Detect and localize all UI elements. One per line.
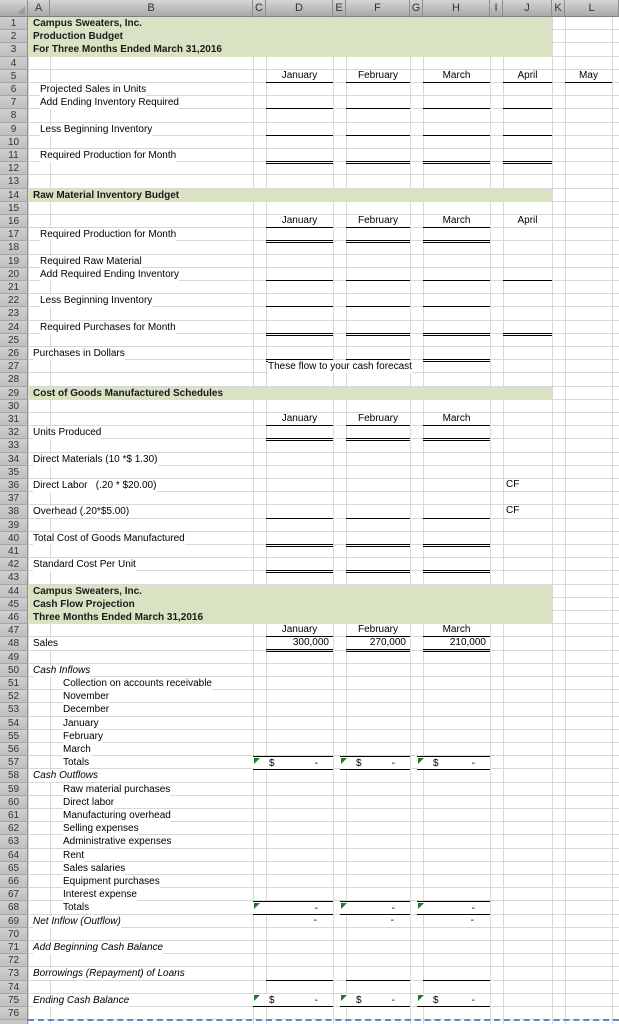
cell-label-row-73[interactable]: Borrowings (Repayment) of Loans — [33, 968, 185, 980]
cell-label-row-29[interactable]: Cost of Goods Manufactured Schedules — [33, 387, 224, 399]
cell-label-row-1[interactable]: Campus Sweaters, Inc. — [33, 18, 142, 29]
cell-label-row-22[interactable]: Less Beginning Inventory — [40, 295, 153, 307]
cell-F48[interactable]: 270,000 — [346, 637, 410, 652]
row-header-44[interactable]: 44 — [0, 585, 28, 598]
cell-J36[interactable]: CF — [506, 479, 520, 490]
gridline-horizontal — [28, 861, 619, 862]
cell-D38[interactable] — [266, 505, 333, 518]
cell-D24[interactable] — [266, 321, 333, 336]
row-header-26[interactable]: 26 — [0, 347, 28, 360]
gridline-vertical — [565, 17, 566, 1024]
row-header-75[interactable]: 75 — [0, 994, 28, 1007]
cell-label-row-71[interactable]: Add Beginning Cash Balance — [33, 942, 164, 953]
row-header-11[interactable]: 11 — [0, 149, 28, 162]
cell-L5[interactable]: May — [565, 70, 612, 83]
cell-H22[interactable] — [423, 294, 490, 307]
gridline-vertical — [423, 17, 424, 1024]
row-header-29[interactable]: 29 — [0, 387, 28, 400]
row-header-76[interactable]: 76 — [0, 1007, 28, 1020]
cell-label-row-65[interactable]: Sales salaries — [63, 862, 126, 874]
error-indicator-icon — [418, 903, 424, 909]
cell-label-row-46[interactable]: Three Months Ended March 31,2016 — [33, 612, 204, 623]
row-header-39[interactable]: 39 — [0, 519, 28, 532]
cell-F7[interactable] — [346, 96, 410, 109]
cell-H38[interactable] — [423, 505, 490, 518]
gridline-horizontal — [28, 808, 619, 809]
row-header-42[interactable]: 42 — [0, 558, 28, 571]
row-header-15[interactable]: 15 — [0, 202, 28, 215]
cell-value: - — [471, 758, 475, 770]
column-header-E[interactable]: E — [333, 0, 346, 17]
error-indicator-icon — [254, 903, 260, 909]
row-header-60[interactable]: 60 — [0, 796, 28, 809]
cell-label-row-61[interactable]: Manufacturing overhead — [63, 810, 171, 821]
row-header-32[interactable]: 32 — [0, 426, 28, 439]
cell-H5[interactable]: March — [423, 70, 490, 83]
cell-label-row-40[interactable]: Total Cost of Goods Manufactured — [33, 532, 185, 544]
cell-label-row-52[interactable]: November — [63, 691, 110, 703]
row-header-33[interactable]: 33 — [0, 439, 28, 452]
gridline-vertical — [410, 17, 411, 1024]
cell-D11[interactable] — [266, 149, 333, 164]
cell-total-box-row-68[interactable] — [340, 901, 410, 915]
column-header-B[interactable]: B — [50, 0, 253, 17]
row-header-50[interactable]: 50 — [0, 664, 28, 677]
gridline-horizontal — [28, 782, 619, 783]
cell-value: - — [391, 994, 395, 1006]
cell-label-row-75[interactable]: Ending Cash Balance — [33, 994, 130, 1006]
row-header-22[interactable]: 22 — [0, 294, 28, 307]
cell-note[interactable]: These flow to your cash forecast — [268, 361, 412, 373]
cell-H11[interactable] — [423, 149, 490, 164]
row-header-35[interactable]: 35 — [0, 466, 28, 479]
error-indicator-icon — [418, 758, 424, 764]
cell-J16[interactable]: April — [517, 215, 538, 226]
cell-F9[interactable] — [346, 123, 410, 136]
row-header-72[interactable]: 72 — [0, 954, 28, 967]
cell-D69[interactable]: - — [313, 914, 317, 926]
cell-J9[interactable] — [503, 123, 552, 136]
error-indicator-icon — [341, 758, 347, 764]
row-header-10[interactable]: 10 — [0, 136, 28, 149]
row-header-47[interactable]: 47 — [0, 624, 28, 637]
cell-F22[interactable] — [346, 294, 410, 307]
cell-H26[interactable] — [423, 347, 490, 362]
cell-F20[interactable] — [346, 268, 410, 281]
row-header-59[interactable]: 59 — [0, 783, 28, 796]
column-header-I[interactable]: I — [490, 0, 503, 17]
currency-symbol: $ — [433, 994, 439, 1006]
cell-value: - — [314, 903, 318, 915]
row-header-63[interactable]: 63 — [0, 835, 28, 848]
cell-D31[interactable]: January — [266, 413, 333, 426]
cell-label-row-53[interactable]: December — [63, 704, 110, 716]
select-all-corner[interactable] — [0, 0, 28, 17]
row-header-28[interactable]: 28 — [0, 373, 28, 386]
row-header-46[interactable]: 46 — [0, 611, 28, 624]
row-header-17[interactable]: 17 — [0, 228, 28, 241]
row-header-6[interactable]: 6 — [0, 83, 28, 96]
row-header-4[interactable]: 4 — [0, 57, 28, 70]
cell-label-row-6[interactable]: Projected Sales in Units — [40, 84, 147, 95]
cell-label-row-69[interactable]: Net Inflow (Outflow) — [33, 915, 121, 927]
cell-label-row-67[interactable]: Interest expense — [63, 889, 137, 901]
error-indicator-icon — [254, 758, 260, 764]
cell-label-row-63[interactable]: Administrative expenses — [63, 836, 172, 848]
cell-total-box-row-68[interactable] — [253, 901, 333, 915]
gridline-vertical — [490, 17, 491, 1024]
cell-label-row-26[interactable]: Purchases in Dollars — [33, 348, 125, 359]
cell-J20[interactable] — [503, 268, 552, 281]
row-header-40[interactable]: 40 — [0, 532, 28, 545]
cell-F42[interactable] — [346, 558, 410, 573]
cell-value: - — [471, 994, 475, 1006]
row-header-67[interactable]: 67 — [0, 888, 28, 901]
row-header-71[interactable]: 71 — [0, 941, 28, 954]
cell-J38[interactable]: CF — [506, 505, 520, 517]
page-break-line — [28, 1019, 619, 1021]
row-header-56[interactable]: 56 — [0, 743, 28, 756]
gridline-vertical — [612, 17, 613, 1024]
cell-label-row-59[interactable]: Raw material purchases — [63, 783, 171, 795]
row-header-52[interactable]: 52 — [0, 690, 28, 703]
row-header-27[interactable]: 27 — [0, 360, 28, 373]
cell-label-row-54[interactable]: January — [63, 717, 99, 729]
row-header-31[interactable]: 31 — [0, 413, 28, 426]
cell-total-box-row-57[interactable] — [417, 756, 490, 770]
row-header-69[interactable]: 69 — [0, 915, 28, 928]
row-header-70[interactable]: 70 — [0, 928, 28, 941]
cell-F32[interactable] — [346, 426, 410, 441]
row-header-37[interactable]: 37 — [0, 492, 28, 505]
row-header-65[interactable]: 65 — [0, 862, 28, 875]
cell-label-row-7[interactable]: Add Ending Inventory Required — [40, 97, 179, 109]
row-header-48[interactable]: 48 — [0, 637, 28, 650]
gridline-horizontal — [28, 716, 619, 717]
cell-value: - — [314, 758, 318, 770]
gridline-vertical — [28, 17, 29, 1024]
cell-F24[interactable] — [346, 321, 410, 336]
row-header-62[interactable]: 62 — [0, 822, 28, 835]
cell-D9[interactable] — [266, 123, 333, 136]
cell-label-row-58[interactable]: Cash Outflows — [33, 770, 99, 782]
cell-D17[interactable] — [266, 228, 333, 243]
error-indicator-icon — [341, 903, 347, 909]
row-header-43[interactable]: 43 — [0, 571, 28, 584]
cell-label-row-14[interactable]: Raw Material Inventory Budget — [33, 189, 180, 201]
cell-H40[interactable] — [423, 532, 490, 547]
cell-H47[interactable]: March — [423, 624, 490, 637]
cell-label-row-44[interactable]: Campus Sweaters, Inc. — [33, 585, 142, 597]
cell-D7[interactable] — [266, 96, 333, 109]
cell-label-row-20[interactable]: Add Required Ending Inventory — [40, 268, 179, 280]
cell-label-row-51[interactable]: Collection on accounts receivable — [63, 678, 212, 689]
column-header-K[interactable]: K — [552, 0, 565, 17]
row-header-74[interactable]: 74 — [0, 981, 28, 994]
cell-F40[interactable] — [346, 532, 410, 547]
cell-J24[interactable] — [503, 321, 552, 336]
cell-H31[interactable]: March — [423, 413, 490, 426]
cell-H7[interactable] — [423, 96, 490, 109]
cell-D5[interactable]: January — [266, 70, 333, 83]
currency-symbol: $ — [269, 758, 275, 770]
error-indicator-icon — [418, 995, 424, 1001]
row-header-14[interactable]: 14 — [0, 189, 28, 202]
cell-label-row-60[interactable]: Direct labor — [63, 796, 115, 808]
cell-label-row-64[interactable]: Rent — [63, 849, 85, 861]
row-header-3[interactable]: 3 — [0, 43, 28, 56]
gridline-horizontal — [28, 452, 619, 453]
row-header-1[interactable]: 1 — [0, 17, 28, 30]
row-header-30[interactable]: 30 — [0, 400, 28, 413]
cell-label-row-19[interactable]: Required Raw Material — [40, 255, 142, 267]
cell-H9[interactable] — [423, 123, 490, 136]
row-header-53[interactable]: 53 — [0, 703, 28, 716]
cell-total-box-row-57[interactable] — [253, 756, 333, 770]
cell-label-row-36[interactable]: Direct Labor (.20 * $20.00) — [33, 480, 157, 491]
row-header-38[interactable]: 38 — [0, 505, 28, 518]
cell-label-row-45[interactable]: Cash Flow Projection — [33, 598, 135, 610]
row-header-16[interactable]: 16 — [0, 215, 28, 228]
cell-label-row-57[interactable]: Totals — [63, 757, 90, 769]
row-header-2[interactable]: 2 — [0, 30, 28, 43]
gridline-horizontal — [28, 676, 619, 677]
gridline-vertical — [253, 17, 254, 1024]
gridline-horizontal — [28, 174, 619, 175]
cell-F26[interactable] — [346, 347, 410, 362]
cell-F47[interactable]: February — [346, 624, 410, 637]
row-header-19[interactable]: 19 — [0, 255, 28, 268]
cell-label-row-38[interactable]: Overhead (.20*$5.00) — [33, 506, 130, 518]
gridline-horizontal — [28, 729, 619, 730]
cell-D47[interactable]: January — [266, 624, 333, 637]
column-header-G[interactable]: G — [410, 0, 423, 17]
row-header-66[interactable]: 66 — [0, 875, 28, 888]
select-all-corner-icon — [17, 6, 25, 14]
gridline-vertical — [552, 17, 553, 1024]
cell-label-row-50[interactable]: Cash Inflows — [33, 664, 91, 676]
cell-label-row-56[interactable]: March — [63, 744, 91, 755]
error-indicator-icon — [254, 995, 260, 1001]
column-header-L[interactable]: L — [565, 0, 619, 17]
cell-label-row-62[interactable]: Selling expenses — [63, 823, 139, 835]
error-indicator-icon — [341, 995, 347, 1001]
cell-label-row-11[interactable]: Required Production for Month — [40, 150, 177, 161]
cell-F73[interactable] — [346, 967, 410, 980]
cell-label-row-42[interactable]: Standard Cost Per Unit — [33, 559, 136, 571]
currency-symbol: $ — [269, 994, 275, 1006]
cell-total-box-row-68[interactable] — [417, 901, 490, 915]
cell-H42[interactable] — [423, 558, 490, 573]
gridline-horizontal — [28, 742, 619, 743]
row-header-5[interactable]: 5 — [0, 70, 28, 83]
cell-value: - — [471, 903, 475, 915]
cell-label-row-32[interactable]: Units Produced — [33, 427, 102, 439]
gridline-horizontal — [28, 940, 619, 941]
cell-F69[interactable]: - — [390, 914, 394, 926]
gridline-horizontal — [28, 254, 619, 255]
cell-D22[interactable] — [266, 294, 333, 307]
cell-total-box-row-75[interactable] — [417, 994, 490, 1008]
cell-H73[interactable] — [423, 967, 490, 980]
cell-label-row-34[interactable]: Direct Materials (10 *$ 1.30) — [33, 453, 158, 465]
cell-value: - — [391, 758, 395, 770]
cell-label-row-9[interactable]: Less Beginning Inventory — [40, 123, 153, 135]
cell-value: - — [391, 903, 395, 915]
cell-D20[interactable] — [266, 268, 333, 281]
gridline-vertical — [346, 17, 347, 1024]
cell-label-row-3[interactable]: For Three Months Ended March 31,2016 — [33, 44, 222, 56]
cell-J11[interactable] — [503, 149, 552, 164]
row-header-73[interactable]: 73 — [0, 967, 28, 980]
row-header-8[interactable]: 8 — [0, 109, 28, 122]
cell-F16[interactable]: February — [346, 215, 410, 228]
row-header-45[interactable]: 45 — [0, 598, 28, 611]
currency-symbol: $ — [433, 758, 439, 770]
cell-J5[interactable]: April — [503, 70, 552, 83]
cell-label-row-17[interactable]: Required Production for Month — [40, 229, 177, 241]
cell-label-row-66[interactable]: Equipment purchases — [63, 876, 160, 887]
cell-H17[interactable] — [423, 228, 490, 243]
row-header-21[interactable]: 21 — [0, 281, 28, 294]
cell-value: - — [314, 994, 318, 1006]
cell-F11[interactable] — [346, 149, 410, 164]
gridline-horizontal — [28, 702, 619, 703]
cell-D26[interactable] — [266, 347, 333, 362]
row-header-18[interactable]: 18 — [0, 241, 28, 254]
cell-H20[interactable] — [423, 268, 490, 281]
cell-D32[interactable] — [266, 426, 333, 441]
row-header-34[interactable]: 34 — [0, 453, 28, 466]
row-header-20[interactable]: 20 — [0, 268, 28, 281]
cell-total-box-row-57[interactable] — [340, 756, 410, 770]
row-header-54[interactable]: 54 — [0, 717, 28, 730]
cell-H24[interactable] — [423, 321, 490, 336]
row-header-55[interactable]: 55 — [0, 730, 28, 743]
cell-H32[interactable] — [423, 426, 490, 441]
cell-H48[interactable]: 210,000 — [423, 637, 490, 652]
cell-D42[interactable] — [266, 558, 333, 573]
row-header-36[interactable]: 36 — [0, 479, 28, 492]
currency-symbol: $ — [356, 994, 362, 1006]
cell-D48[interactable]: 300,000 — [266, 637, 333, 652]
gridline-vertical — [266, 17, 267, 1024]
row-header-41[interactable]: 41 — [0, 545, 28, 558]
cell-H16[interactable]: March — [423, 215, 490, 228]
row-header-13[interactable]: 13 — [0, 175, 28, 188]
row-header-49[interactable]: 49 — [0, 651, 28, 664]
cell-F5[interactable]: February — [346, 70, 410, 83]
cell-H69[interactable]: - — [470, 914, 474, 926]
column-header-A[interactable]: A — [28, 0, 50, 17]
row-header-57[interactable]: 57 — [0, 756, 28, 769]
row-header-51[interactable]: 51 — [0, 677, 28, 690]
row-header-9[interactable]: 9 — [0, 123, 28, 136]
cell-label-row-24[interactable]: Required Purchases for Month — [40, 321, 176, 333]
cell-label-row-55[interactable]: February — [63, 730, 104, 742]
row-header-68[interactable]: 68 — [0, 901, 28, 914]
cell-label-row-48[interactable]: Sales — [33, 638, 59, 650]
column-header-H[interactable]: H — [423, 0, 490, 17]
cell-J7[interactable] — [503, 96, 552, 109]
gridline-vertical — [333, 17, 334, 1024]
gridline-horizontal — [28, 663, 619, 664]
cell-D40[interactable] — [266, 532, 333, 547]
row-header-61[interactable]: 61 — [0, 809, 28, 822]
gridline-vertical — [50, 17, 51, 1024]
row-header-23[interactable]: 23 — [0, 307, 28, 320]
row-header-12[interactable]: 12 — [0, 162, 28, 175]
row-header-7[interactable]: 7 — [0, 96, 28, 109]
row-header-58[interactable]: 58 — [0, 769, 28, 782]
row-header-24[interactable]: 24 — [0, 321, 28, 334]
cell-total-box-row-75[interactable] — [340, 994, 410, 1008]
cell-D16[interactable]: January — [266, 215, 333, 228]
cell-label-row-2[interactable]: Production Budget — [33, 31, 123, 43]
cell-D73[interactable] — [266, 967, 333, 980]
row-header-64[interactable]: 64 — [0, 849, 28, 862]
cell-F38[interactable] — [346, 505, 410, 518]
gridline-vertical — [503, 17, 504, 1024]
cell-label-row-68[interactable]: Totals — [63, 902, 90, 914]
cell-total-box-row-75[interactable] — [253, 994, 333, 1008]
column-header-C[interactable]: C — [253, 0, 266, 17]
currency-symbol: $ — [356, 758, 362, 770]
cell-F31[interactable]: February — [346, 413, 410, 426]
column-header-F[interactable]: F — [346, 0, 410, 17]
cell-F17[interactable] — [346, 228, 410, 243]
row-header-25[interactable]: 25 — [0, 334, 28, 347]
column-header-D[interactable]: D — [266, 0, 333, 17]
column-header-J[interactable]: J — [503, 0, 552, 17]
